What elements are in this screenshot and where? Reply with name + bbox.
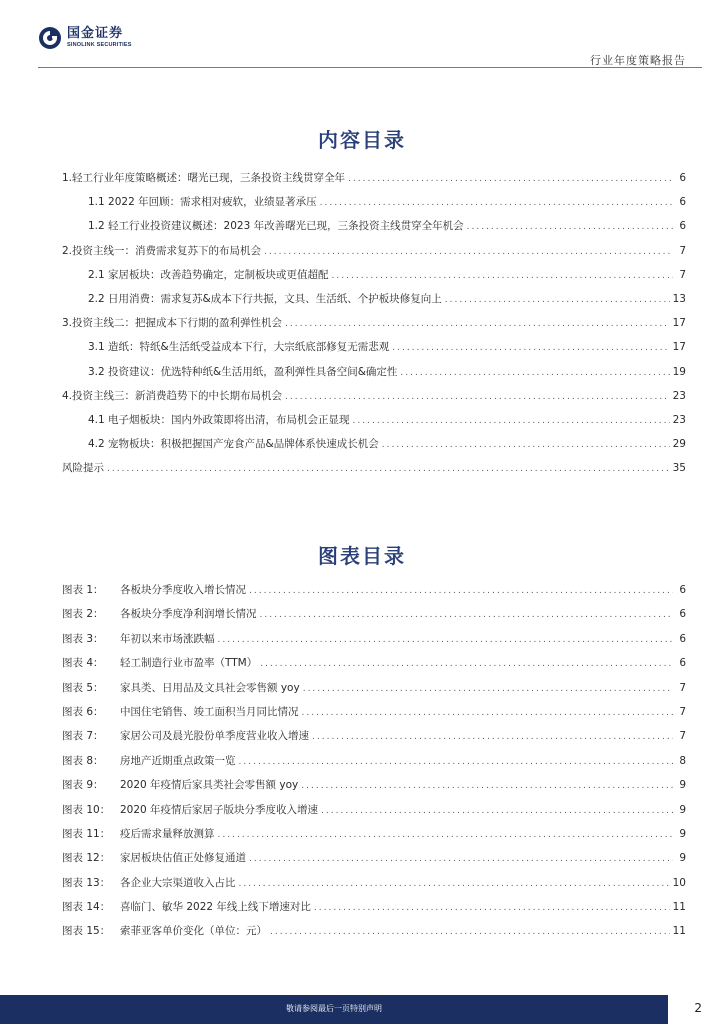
figure-page: 9	[679, 803, 686, 816]
toc-entry-page: 19	[672, 365, 686, 378]
figure-entry[interactable]	[62, 655, 686, 679]
figure-page: 11	[672, 901, 686, 914]
figure-number: 图表 4：	[62, 657, 104, 670]
page-footer	[0, 995, 724, 1024]
figures-list	[62, 582, 686, 948]
figure-entry[interactable]	[62, 704, 686, 728]
figure-page: 7	[679, 681, 686, 694]
toc-entry[interactable]	[62, 218, 686, 242]
toc-entry-page: 7	[679, 244, 686, 257]
toc-leader-dots	[302, 708, 674, 718]
toc-entry-label: 2.投资主线一：消费需求复苏下的布局机会	[62, 244, 262, 257]
sinolink-logo-icon	[38, 26, 62, 50]
figure-page: 6	[679, 657, 686, 670]
figure-page: 8	[679, 754, 686, 767]
toc-entry-label: 2.2 日用消费：需求复苏&成本下行共振，文具、生活纸、个护板块修复向上	[88, 292, 442, 305]
footer-disclaimer: 敬请参阅最后一页特别声明	[286, 1004, 382, 1013]
toc-leader-dots	[107, 464, 670, 474]
footer-bar	[0, 995, 668, 1024]
figure-number: 图表 6：	[62, 705, 104, 718]
contents-list	[62, 170, 686, 484]
logo-chinese-name: 国金证券	[67, 26, 124, 41]
toc-entry[interactable]	[62, 412, 686, 436]
toc-leader-dots	[400, 368, 669, 378]
page-number: 2	[694, 1001, 702, 1015]
figure-label: 索菲亚客单价变化（单位：元）	[120, 925, 267, 938]
toc-entry[interactable]	[62, 388, 686, 412]
toc-leader-dots	[445, 295, 670, 305]
contents-title: 内容目录	[318, 128, 406, 152]
figure-page: 9	[679, 779, 686, 792]
figure-number: 图表 12：	[62, 852, 111, 865]
toc-entry-page: 17	[672, 341, 686, 354]
toc-entry[interactable]	[62, 291, 686, 315]
toc-leader-dots	[332, 271, 673, 281]
logo-english-name: SINOLINK SECURITIES	[67, 42, 132, 48]
toc-entry-page: 23	[672, 413, 686, 426]
figure-label: 各企业大宗渠道收入占比	[120, 876, 236, 889]
toc-entry-page: 17	[672, 317, 686, 330]
toc-leader-dots	[285, 319, 670, 329]
figure-label: 2020 年疫情后家居子版块分季度收入增速	[120, 803, 319, 816]
toc-leader-dots	[301, 781, 673, 791]
figure-number: 图表 13：	[62, 876, 111, 889]
toc-leader-dots	[348, 174, 673, 184]
toc-entry[interactable]	[62, 267, 686, 291]
figure-number: 图表 15：	[62, 925, 111, 938]
figure-page: 6	[679, 608, 686, 621]
toc-entry-page: 6	[679, 172, 686, 184]
toc-leader-dots	[260, 610, 674, 620]
figure-number: 图表 14：	[62, 901, 111, 914]
figure-label: 喜临门、敏华 2022 年线上线下增速对比	[120, 901, 311, 914]
figures-title: 图表目录	[318, 544, 406, 568]
figure-label: 各板块分季度收入增长情况	[120, 584, 246, 596]
figure-entry[interactable]	[62, 728, 686, 752]
figure-number: 图表 8：	[62, 754, 104, 767]
toc-leader-dots	[239, 757, 674, 767]
report-type-label: 行业年度策略报告	[590, 54, 686, 67]
toc-entry-label: 4.投资主线三：新消费趋势下的中长期布局机会	[62, 389, 283, 402]
figure-label: 家具类、日用品及文具社会零售额 yoy	[120, 681, 300, 694]
figure-number: 图表 2：	[62, 608, 104, 621]
figure-label: 家居板块估值正处修复通道	[120, 852, 246, 865]
toc-entry-label: 1.轻工行业年度策略概述：曙光已现，三条投资主线贯穿全年	[62, 172, 346, 184]
figure-page: 11	[672, 925, 686, 938]
figure-page: 7	[679, 730, 686, 743]
toc-entry-label: 4.2 宠物板块：积极把握国产宠食产品&品牌体系快速成长机会	[88, 438, 379, 451]
toc-leader-dots	[312, 732, 673, 742]
toc-entry-page: 13	[672, 292, 686, 305]
figure-number: 图表 7：	[62, 730, 104, 743]
figure-page: 6	[679, 632, 686, 645]
figure-entry[interactable]	[62, 875, 686, 899]
toc-leader-dots	[467, 222, 673, 232]
toc-entry-label: 3.2 投资建议：优选特种纸&生活用纸，盈利弹性具备空间&确定性	[88, 365, 398, 378]
figure-entry[interactable]	[62, 582, 686, 606]
figure-label: 轻工制造行业市盈率（TTM）	[120, 657, 258, 670]
figure-number: 图表 1：	[62, 584, 104, 596]
figure-entry[interactable]	[62, 850, 686, 874]
figure-label: 各板块分季度净利润增长情况	[120, 608, 257, 621]
toc-entry-page: 6	[679, 196, 686, 209]
toc-entry[interactable]	[62, 315, 686, 339]
figure-label: 房地产近期重点政策一览	[120, 754, 236, 767]
toc-leader-dots	[270, 927, 670, 937]
toc-leader-dots	[218, 635, 674, 645]
company-logo	[38, 26, 132, 50]
figure-page: 9	[679, 827, 686, 840]
toc-entry-page: 35	[672, 462, 686, 475]
figure-entry[interactable]	[62, 680, 686, 704]
toc-leader-dots	[382, 440, 670, 450]
toc-entry-label: 风险提示	[62, 462, 104, 475]
toc-entry[interactable]	[62, 364, 686, 388]
toc-entry[interactable]	[62, 194, 686, 218]
figure-entry[interactable]	[62, 777, 686, 801]
figure-number: 图表 3：	[62, 632, 104, 645]
figure-number: 图表 11：	[62, 827, 111, 840]
toc-leader-dots	[392, 343, 669, 353]
figure-entry[interactable]	[62, 606, 686, 630]
toc-leader-dots	[260, 659, 673, 669]
toc-entry[interactable]	[62, 170, 686, 194]
figure-entry[interactable]	[62, 802, 686, 826]
toc-leader-dots	[303, 684, 673, 694]
toc-leader-dots	[249, 586, 673, 596]
toc-entry-label: 4.1 电子烟板块：国内外政策即将出清，布局机会正显现	[88, 413, 350, 426]
header-divider	[38, 67, 702, 68]
page-header	[0, 0, 724, 70]
toc-leader-dots	[239, 879, 670, 889]
toc-entry-label: 3.投资主线二：把握成本下行期的盈利弹性机会	[62, 317, 283, 330]
figure-label: 家居公司及晨光股份单季度营业收入增速	[120, 730, 309, 743]
figure-label: 2020 年疫情后家具类社会零售额 yoy	[120, 779, 299, 792]
figure-page: 6	[679, 584, 686, 596]
toc-leader-dots	[249, 854, 673, 864]
figure-number: 图表 9：	[62, 779, 104, 792]
toc-entry-label: 2.1 家居板块：改善趋势确定，定制板块或更值超配	[88, 268, 329, 281]
toc-leader-dots	[218, 830, 674, 840]
toc-entry[interactable]	[62, 460, 686, 484]
figure-label: 疫后需求量释放测算	[120, 827, 215, 840]
figure-number: 图表 10：	[62, 803, 111, 816]
figure-entry[interactable]	[62, 631, 686, 655]
toc-entry-page: 29	[672, 438, 686, 451]
toc-entry-label: 3.1 造纸：特纸&生活纸受益成本下行，大宗纸底部修复无需悲观	[88, 341, 390, 354]
figure-page: 9	[679, 852, 686, 865]
toc-leader-dots	[320, 198, 673, 208]
toc-entry-page: 7	[679, 268, 686, 281]
figure-page: 10	[672, 876, 686, 889]
toc-entry[interactable]	[62, 339, 686, 363]
toc-leader-dots	[353, 416, 670, 426]
figure-page: 7	[679, 705, 686, 718]
figure-entry[interactable]	[62, 753, 686, 777]
figure-entry[interactable]	[62, 899, 686, 923]
toc-entry[interactable]	[62, 243, 686, 267]
figure-number: 图表 5：	[62, 681, 104, 694]
figure-entry[interactable]	[62, 923, 686, 947]
figure-label: 年初以来市场涨跌幅	[120, 632, 215, 645]
toc-leader-dots	[264, 247, 673, 257]
toc-entry-label: 1.2 轻工行业投资建议概述：2023 年改善曙光已现，三条投资主线贯穿全年机会	[88, 220, 464, 233]
figure-entry[interactable]	[62, 826, 686, 850]
toc-entry[interactable]	[62, 436, 686, 460]
toc-entry-label: 1.1 2022 年回顾：需求相对疲软，业绩显著承压	[88, 196, 317, 209]
toc-leader-dots	[285, 392, 670, 402]
toc-entry-page: 6	[679, 220, 686, 233]
figure-label: 中国住宅销售、竣工面积当月同比情况	[120, 705, 299, 718]
toc-leader-dots	[314, 903, 670, 913]
toc-leader-dots	[321, 806, 673, 816]
toc-entry-page: 23	[672, 389, 686, 402]
